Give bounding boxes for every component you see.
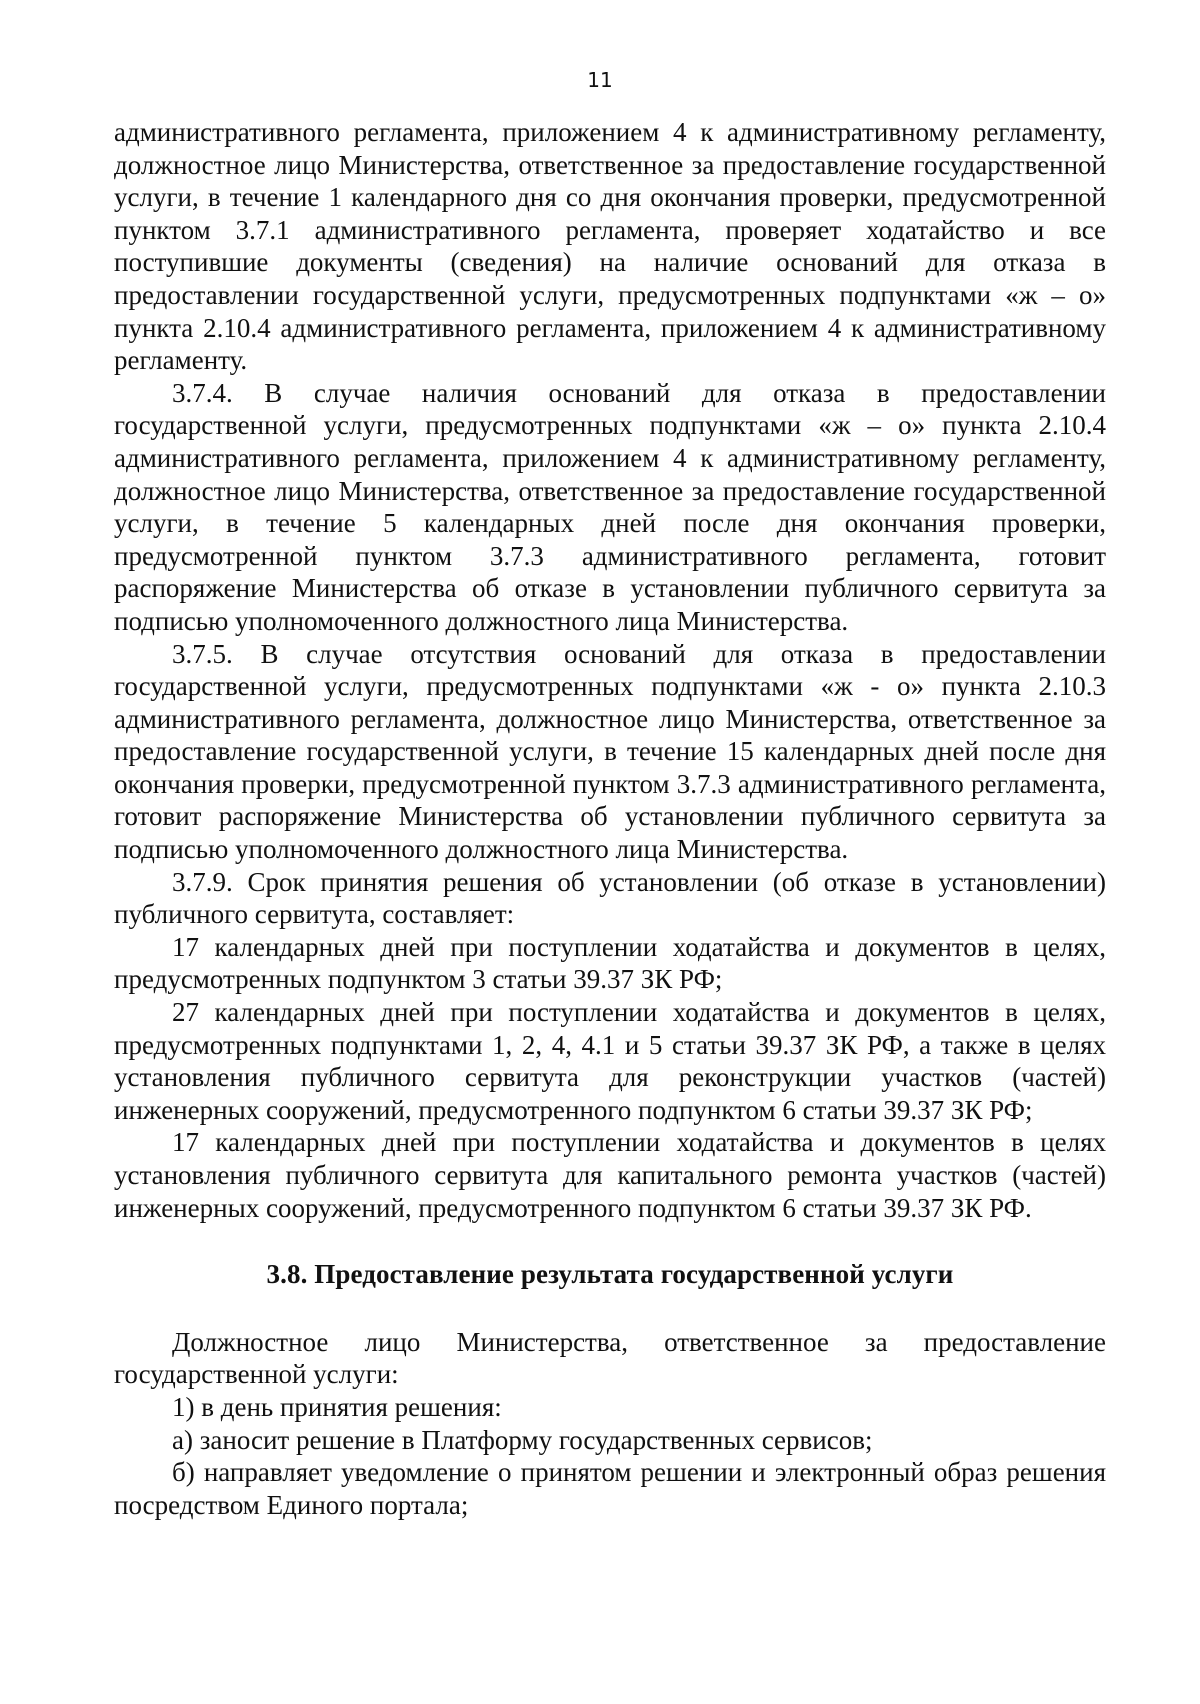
list-item-b: б) направляет уведомление о принятом решении и электронный образ решения посредством Единого портала; — [114, 1457, 1106, 1520]
page-number: 11 — [587, 68, 613, 92]
paragraph-3-7-4: 3.7.4. В случае наличия оснований для отказа в предоставлении государственной услуги, предусмотренных подпунктами «ж – о» пункта 2.10.4 административного регламента, приложением 4 к административному регламенту, должностное лицо Министерства, ответственное за предоставление государственной услуги, в течение 5 календарных дней после дня окончания проверки, предусмотренной пунктом 3.7.3 административного регламента, готовит распоряжение Министерства об отказе в установлении публичного сервитута за подписью уполномоченного должностного лица Министерства. — [114, 377, 1106, 636]
term-item-17-days-subpoint-3: 17 календарных дней при поступлении ходатайства и документов в целях, предусмотренных подпунктом 3 статьи 39.37 ЗК РФ; — [114, 931, 1106, 995]
paragraph-3-7-9: 3.7.9. Срок принятия решения об установлении (об отказе в установлении) публичного сервитута, составляет: — [114, 866, 1106, 930]
paragraph-responsible-official: Должностное лицо Министерства, ответственное за предоставление государственной услуги: — [114, 1326, 1106, 1390]
document-body — [114, 116, 1106, 1521]
term-item-17-days-capital-repair: 17 календарных дней при поступлении ходатайства и документов в целях установления публичного сервитута для капитального ремонта участков (частей) инженерных сооружений, предусмотренного подпунктом 6 статьи 39.37 ЗК РФ. — [114, 1127, 1106, 1223]
term-item-27-days: 27 календарных дней при поступлении ходатайства и документов в целях, предусмотренных подпунктами 1, 2, 4, 4.1 и 5 статьи 39.37 ЗК РФ, а также в целях установления публичного сервитута для реконструкции участков (частей) инженерных сооружений, предусмотренного подпунктом 6 статьи 39.37 ЗК РФ; — [114, 997, 1106, 1125]
paragraph-continuation: административного регламента, приложением 4 к административному регламенту, должностное лицо Министерства, ответственное за предоставление государственной услуги, в течение 1 календарного дня со дня окончания проверки, предусмотренной пунктом 3.7.1 административного регламента, проверяет ходатайство и все поступившие документы (сведения) на наличие оснований для отказа в предоставлении государственной услуги, предусмотренных подпунктами «ж – о» пункта 2.10.4 административного регламента, приложением 4 к административному регламенту. — [114, 117, 1106, 376]
list-item-1: 1) в день принятия решения: — [172, 1391, 502, 1422]
section-heading-3-8: 3.8. Предоставление результата государственной услуги — [266, 1259, 954, 1290]
list-item-a: а) заносит решение в Платформу государственных сервисов; — [172, 1424, 873, 1455]
paragraph-3-7-5: 3.7.5. В случае отсутствия оснований для отказа в предоставлении государственной услуги, предусмотренных подпунктами «ж - о» пункта 2.10.3 административного регламента, должностное лицо Министерства, ответственное за предоставление государственной услуги, в течение 15 календарных дней после дня окончания проверки, предусмотренной пунктом 3.7.3 административного регламента, готовит распоряжение Министерства об установлении публичного сервитута за подписью уполномоченного должностного лица Министерства. — [114, 638, 1106, 865]
